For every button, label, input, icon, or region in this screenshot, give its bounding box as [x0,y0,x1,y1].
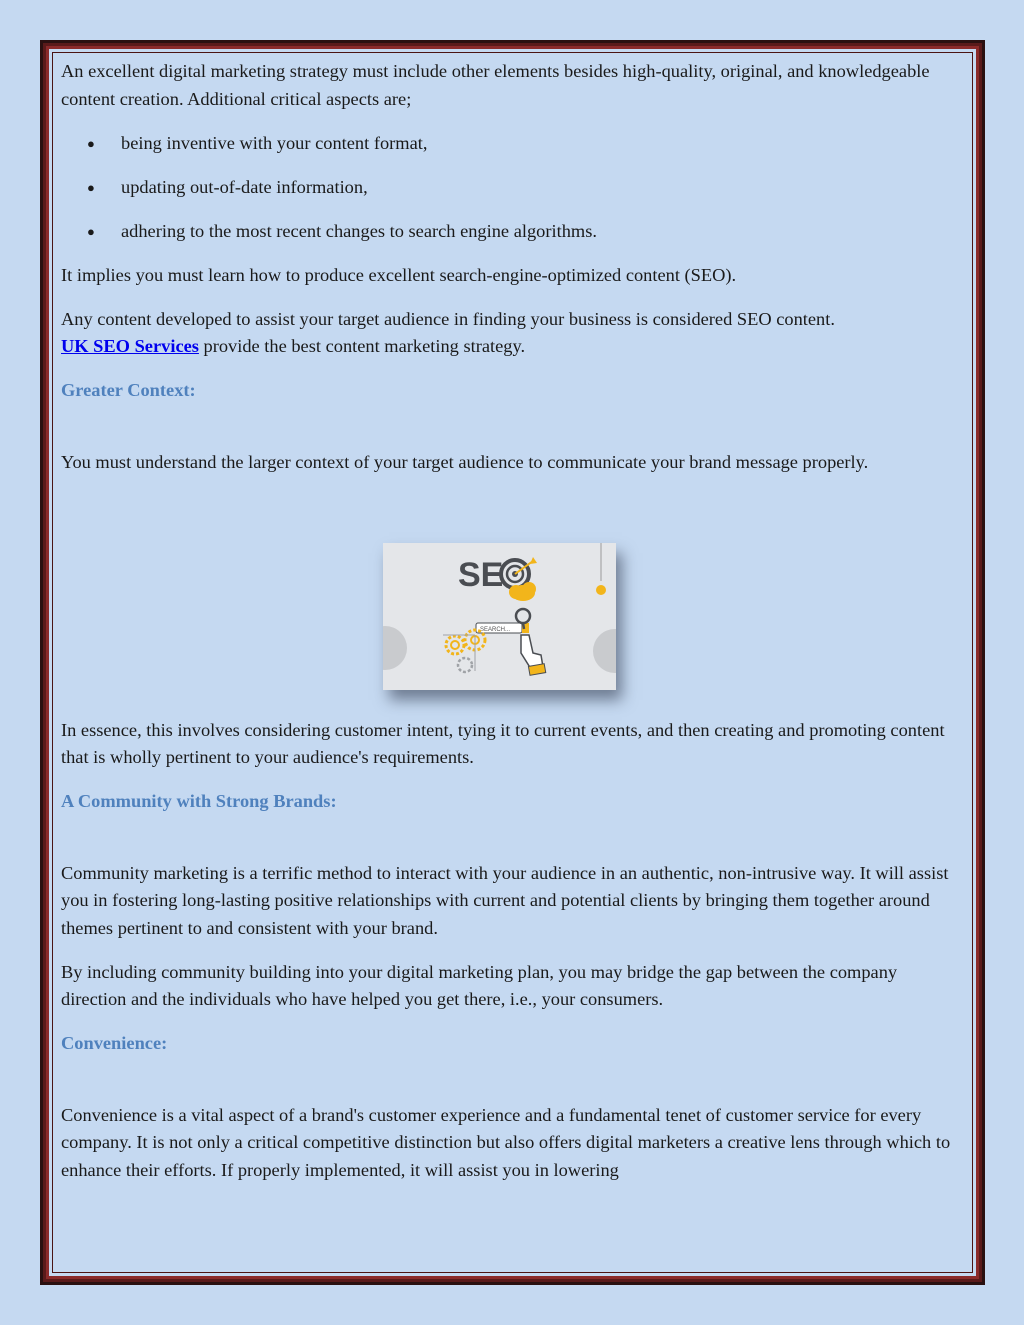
seo-logo-text: SE [458,556,504,594]
bullet-icon: ● [87,179,95,195]
hand-pointer-icon [521,635,543,669]
seo-content-text: Any content developed to assist your target audience in finding your business is considered SEO content. [61,308,835,329]
seo-paragraph: It implies you must learn how to produce excellent search-engine-optimized content (SEO). [61,264,737,285]
list-item [61,130,961,158]
heading-convenience: Convenience: [61,1033,168,1053]
magnifier-icon [516,609,530,623]
list-item [61,174,961,202]
context-paragraph: You must understand the larger context of your target audience to communicate your brand message properly. [61,451,869,472]
gear-icon [446,636,464,654]
gear-icon [458,658,472,672]
heading-greater-context: Greater Context: [61,380,196,400]
community-building-paragraph: By including community building into your digital marketing plan, you may bridge the gap between the company direction and the individuals who have helped you get there, i.e., your consumers. [61,961,898,1009]
search-bar-text: SEARCH... [480,627,511,633]
uk-seo-services-link[interactable]: UK SEO Services [61,336,199,356]
lightbulb-icon [596,585,606,595]
heading-community: A Community with Strong Brands: [61,791,337,811]
list-item-text: being inventive with your content format, [121,132,428,153]
aspects-list [61,130,961,246]
bullet-icon: ● [87,223,95,239]
convenience-paragraph: Convenience is a vital aspect of a brand's customer experience and a fundamental tenet of customer service for every company. It is not only a critical competitive distinction but also offers digital marketers a creative lens through which to enhance their efforts. If properly implemented, it will assist you in lowering [61,1104,951,1180]
decor-circle-right [593,629,616,673]
seo-content-paragraph [61,306,961,361]
intro-paragraph: An excellent digital marketing strategy must include other elements besides high-quality, original, and knowledgeable content creation. Additional critical aspects are; [61,61,930,109]
list-item [61,218,961,246]
decor-circle-left [383,626,407,670]
seo-content-end-text: provide the best content marketing strategy. [198,336,526,356]
community-paragraph: Community marketing is a terrific method to interact with your audience in an authentic, non-intrusive way. It will assist you in fostering long-lasting positive relationships with current and potential clients by bringing them together around themes pertinent to and consistent with your brand. [61,862,949,938]
essence-paragraph: In essence, this involves considering customer intent, tying it to current events, and then creating and promoting content that is wholly pertinent to your audience's requirements. [61,719,945,767]
seo-illustration [383,543,616,690]
seo-illustration-svg [383,543,616,690]
list-item-text: adhering to the most recent changes to search engine algorithms. [121,220,597,241]
list-item-text: updating out-of-date information, [121,176,368,197]
bullet-icon: ● [87,135,95,151]
